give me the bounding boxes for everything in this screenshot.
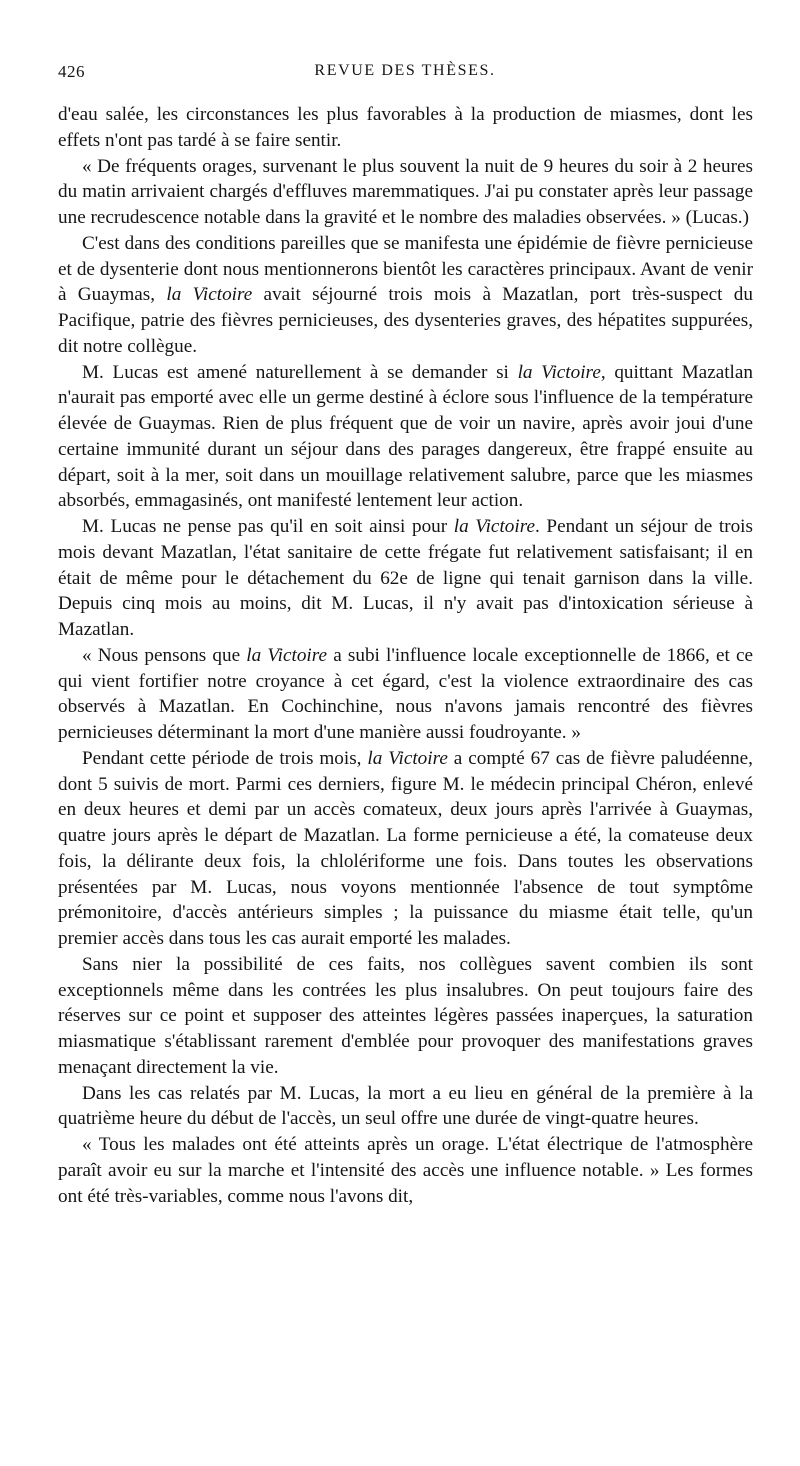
body-text [58,102,753,1209]
italic-run: la Victoire [246,644,328,666]
italic-run: la Victoire [166,284,253,306]
paragraph [58,1132,753,1209]
text-run: d'eau salée, les circonstances les plus favorables à la production de miasmes, dont les effets n'ont pas tardé à se faire sentir. [58,104,753,151]
paragraph [58,952,753,1081]
paragraph [58,514,753,643]
italic-run: la Victoire [367,747,448,769]
italic-run: la Victoire [453,516,535,537]
paragraph [58,1081,753,1133]
text-run: . Pendant un séjour de trois mois devant Mazatlan, l'état sanitaire de cette frégate fut relativement satisfaisant; il en était de même pour le détachement du 62e de ligne qui tenait garnison dans la ville. Depuis cinq mois au moins, dit M. Lucas, il n'y avait pas d'intoxication sérieuse à Mazatlan. [58,516,753,640]
paragraph [58,643,753,746]
text-run: M. Lucas est amené naturellement à se demander si [82,361,518,383]
paragraph [58,360,753,515]
text-run: Pendant cette période de trois mois, [82,747,368,769]
text-run: Sans nier la possibilité de ces faits, nos collègues savent combien ils sont exceptionnels même dans les contrées les plus insalubres. On peut toujours faire des réserves sur ce point et supposer des atteintes légères passées inaperçues, la saturation miasmatique s'établissant rarement d'emblée pour provoquer des manifestations graves menaçant directement la vie. [58,953,753,1078]
italic-run: la Victoire [517,361,601,383]
paragraph [58,231,753,360]
text-run: avait séjourné trois mois à Mazatlan, port très-suspect du Pacifique, patrie des fièvres pernicieuses, des dysenteries graves, des hépatites suppurées, dit notre collègue. [58,284,753,357]
paragraph [58,154,753,231]
running-head [58,62,752,90]
text-run: a subi l'influence locale exceptionnelle de 1866, et ce qui vient fortifier notre croyance à cet égard, c'est la violence extraordinaire des cas observés à Mazatlan. En Cochinchine, nous n'avons jamais rencontré des fièvres pernicieuses déterminant la mort d'une manière aussi foudroyante. » [58,644,753,743]
text-run: « Tous les malades ont été atteints après un orage. L'état électrique de l'atmosphère paraît avoir eu sur la marche et l'intensité des accès une influence notable. » Les formes ont été très-variables, comme nous l'avons dit, [58,1134,753,1207]
text-run: a compté 67 cas de fièvre paludéenne, dont 5 suivis de mort. Parmi ces derniers, figure M. le médecin principal Chéron, enlevé en deux heures et demi par un accès comateux, deux jours après l'arrivée à Guaymas, quatre jours après le départ de Mazatlan. La forme pernicieuse a été, la comateuse deux fois, la délirante deux fois, la chlolériforme une fois. Dans toutes les observations présentées par M. Lucas, nous voyons mentionnée l'absence de tout symptôme prémonitoire, d'accès antérieurs simples ; la puissance du miasme était telle, qu'un premier accès dans tous les cas aurait emporté les malades. [58,747,753,949]
text-run: « Nous pensons que [82,644,247,666]
text-run: « De fréquents orages, survenant le plus souvent la nuit de 9 heures du soir à 2 heures du matin arrivaient chargés d'effluves maremmatiques. J'ai pu constater après leur passage une recrudescence notable dans la gravité et le nombre des maladies observées. » (Lucas.) [58,155,753,228]
text-run: , quittant Mazatlan n'aurait pas emporté avec elle un germe destiné à éclore sous l'influence de la température élevée de Guaymas. Rien de plus fréquent que de voir un navire, après avoir joui d'une certaine immunité durant un séjour dans des parages dangereux, être frappé ensuite au départ, soit à la mer, soit dans un mouillage relativement salubre, parce que les miasmes absorbés, emmagasinés, ont manifesté lentement leur action. [58,361,753,512]
page-number: 426 [58,62,85,81]
running-title: REVUE DES THÈSES. [314,62,496,79]
paragraph [58,746,753,952]
paragraph [58,102,753,154]
text-run: C'est dans des conditions pareilles que se manifesta une épidémie de fièvre pernicieuse et de dysenterie dont nous mentionnerons bientôt les caractères principaux. Avant de venir à Guaymas, [58,232,753,306]
text-run: Dans les cas relatés par M. Lucas, la mort a eu lieu en général de la première à la quatrième heure du début de l'accès, un seul offre une durée de vingt-quatre heures. [58,1082,753,1130]
text-run: M. Lucas ne pense pas qu'il en soit ainsi pour [82,516,454,537]
